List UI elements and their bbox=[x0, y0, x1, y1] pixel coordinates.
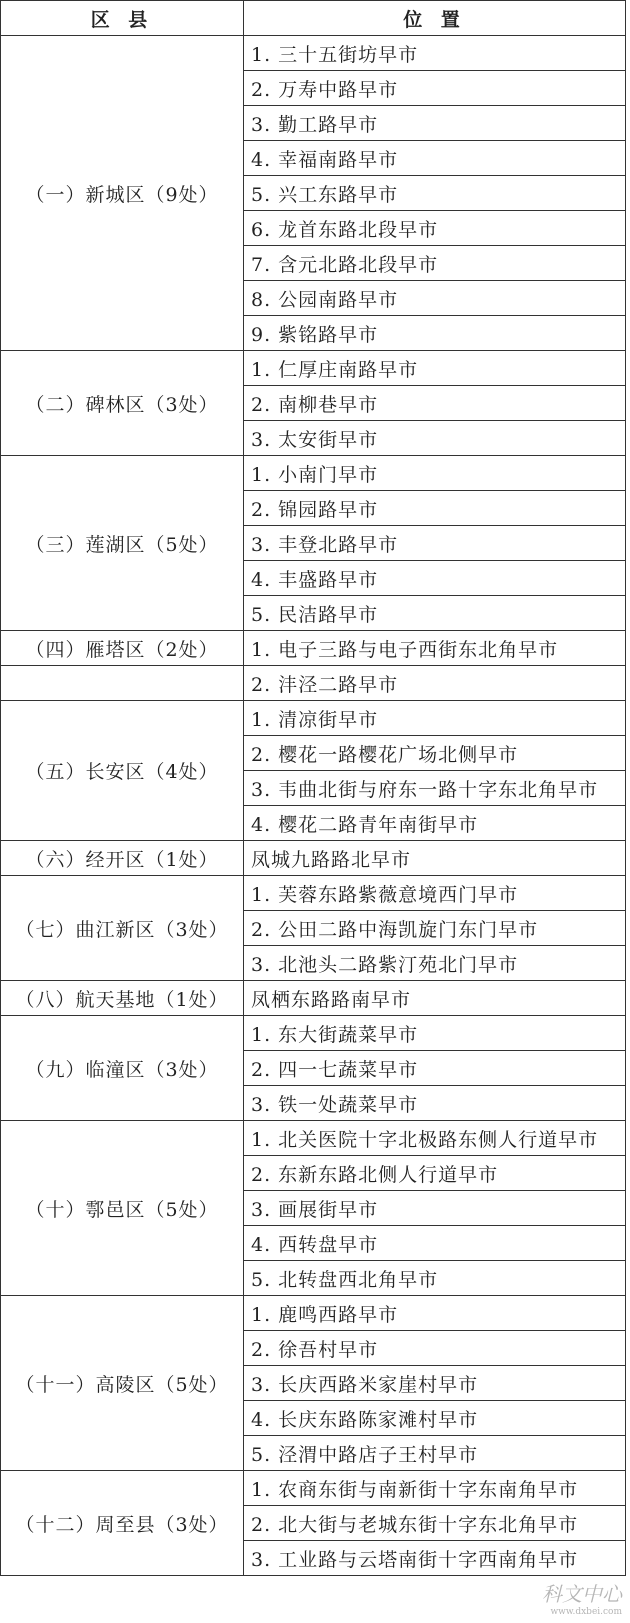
header-location: 位 置 bbox=[244, 1, 626, 36]
location-cell: 2. 徐吾村早市 bbox=[244, 1331, 626, 1366]
location-cell: 1. 电子三路与电子西街东北角早市 bbox=[244, 631, 626, 666]
location-cell: 2. 东新东路北侧人行道早市 bbox=[244, 1156, 626, 1191]
location-cell: 1. 农商东街与南新街十字东南角早市 bbox=[244, 1471, 626, 1506]
district-cell: （十一）高陵区（5处） bbox=[1, 1296, 244, 1471]
district-cell: （九）临潼区（3处） bbox=[1, 1016, 244, 1121]
header-district: 区 县 bbox=[1, 1, 244, 36]
district-cell bbox=[1, 666, 244, 701]
location-cell: 5. 兴工东路早市 bbox=[244, 176, 626, 211]
table-row bbox=[1, 1016, 626, 1051]
district-cell: （四）雁塔区（2处） bbox=[1, 631, 244, 666]
location-cell: 1. 仁厚庄南路早市 bbox=[244, 351, 626, 386]
watermark-url: www.dxbei.com bbox=[550, 1607, 622, 1617]
district-cell: （五）长安区（4处） bbox=[1, 701, 244, 841]
location-cell: 2. 北大街与老城东街十字东北角早市 bbox=[244, 1506, 626, 1541]
location-cell: 2. 万寿中路早市 bbox=[244, 71, 626, 106]
district-cell: （六）经开区（1处） bbox=[1, 841, 244, 876]
location-cell: 3. 长庆西路米家崖村早市 bbox=[244, 1366, 626, 1401]
table-row bbox=[1, 351, 626, 386]
table-row bbox=[1, 456, 626, 491]
table-row bbox=[1, 1296, 626, 1331]
location-cell: 4. 长庆东路陈家滩村早市 bbox=[244, 1401, 626, 1436]
district-cell: （八）航天基地（1处） bbox=[1, 981, 244, 1016]
location-cell: 3. 丰登北路早市 bbox=[244, 526, 626, 561]
district-cell: （二）碑林区（3处） bbox=[1, 351, 244, 456]
location-cell: 2. 锦园路早市 bbox=[244, 491, 626, 526]
location-cell: 1. 芙蓉东路紫薇意境西门早市 bbox=[244, 876, 626, 911]
location-cell: 5. 北转盘西北角早市 bbox=[244, 1261, 626, 1296]
location-cell: 3. 勤工路早市 bbox=[244, 106, 626, 141]
location-cell: 2. 沣泾二路早市 bbox=[244, 666, 626, 701]
location-cell: 2. 公田二路中海凯旋门东门早市 bbox=[244, 911, 626, 946]
location-cell: 2. 四一七蔬菜早市 bbox=[244, 1051, 626, 1086]
location-cell: 9. 紫铭路早市 bbox=[244, 316, 626, 351]
location-cell: 6. 龙首东路北段早市 bbox=[244, 211, 626, 246]
location-cell: 7. 含元北路北段早市 bbox=[244, 246, 626, 281]
location-cell: 1. 小南门早市 bbox=[244, 456, 626, 491]
watermark-logo bbox=[542, 1578, 622, 1617]
watermark-text: 科文中心 bbox=[542, 1582, 622, 1606]
location-cell: 5. 泾渭中路店子王村早市 bbox=[244, 1436, 626, 1471]
location-cell: 3. 北池头二路紫汀苑北门早市 bbox=[244, 946, 626, 981]
location-cell: 1. 清凉街早市 bbox=[244, 701, 626, 736]
table-row bbox=[1, 876, 626, 911]
table-row bbox=[1, 36, 626, 71]
location-cell: 1. 鹿鸣西路早市 bbox=[244, 1296, 626, 1331]
table-row bbox=[1, 666, 626, 701]
header-row bbox=[1, 1, 626, 36]
location-cell: 4. 幸福南路早市 bbox=[244, 141, 626, 176]
location-cell: 3. 工业路与云塔南街十字西南角早市 bbox=[244, 1541, 626, 1576]
table-row bbox=[1, 631, 626, 666]
table-row bbox=[1, 1471, 626, 1506]
district-cell: （一）新城区（9处） bbox=[1, 36, 244, 351]
location-cell: 2. 樱花一路樱花广场北侧早市 bbox=[244, 736, 626, 771]
location-cell: 1. 北关医院十字北极路东侧人行道早市 bbox=[244, 1121, 626, 1156]
location-cell: 1. 东大街蔬菜早市 bbox=[244, 1016, 626, 1051]
district-cell: （三）莲湖区（5处） bbox=[1, 456, 244, 631]
district-cell: （七）曲江新区（3处） bbox=[1, 876, 244, 981]
location-cell: 凤城九路路北早市 bbox=[244, 841, 626, 876]
location-cell: 3. 太安街早市 bbox=[244, 421, 626, 456]
location-cell: 4. 樱花二路青年南街早市 bbox=[244, 806, 626, 841]
location-cell: 3. 画展街早市 bbox=[244, 1191, 626, 1226]
table-row bbox=[1, 981, 626, 1016]
district-cell: （十二）周至县（3处） bbox=[1, 1471, 244, 1576]
location-cell: 3. 韦曲北街与府东一路十字东北角早市 bbox=[244, 771, 626, 806]
table-row bbox=[1, 701, 626, 736]
location-cell: 4. 丰盛路早市 bbox=[244, 561, 626, 596]
district-cell: （十）鄠邑区（5处） bbox=[1, 1121, 244, 1296]
location-cell: 5. 民洁路早市 bbox=[244, 596, 626, 631]
table-body bbox=[1, 36, 626, 1576]
location-cell: 4. 西转盘早市 bbox=[244, 1226, 626, 1261]
table-row bbox=[1, 841, 626, 876]
location-cell: 凤栖东路路南早市 bbox=[244, 981, 626, 1016]
table-row bbox=[1, 1121, 626, 1156]
location-cell: 8. 公园南路早市 bbox=[244, 281, 626, 316]
location-cell: 3. 铁一处蔬菜早市 bbox=[244, 1086, 626, 1121]
location-cell: 2. 南柳巷早市 bbox=[244, 386, 626, 421]
location-cell: 1. 三十五街坊早市 bbox=[244, 36, 626, 71]
